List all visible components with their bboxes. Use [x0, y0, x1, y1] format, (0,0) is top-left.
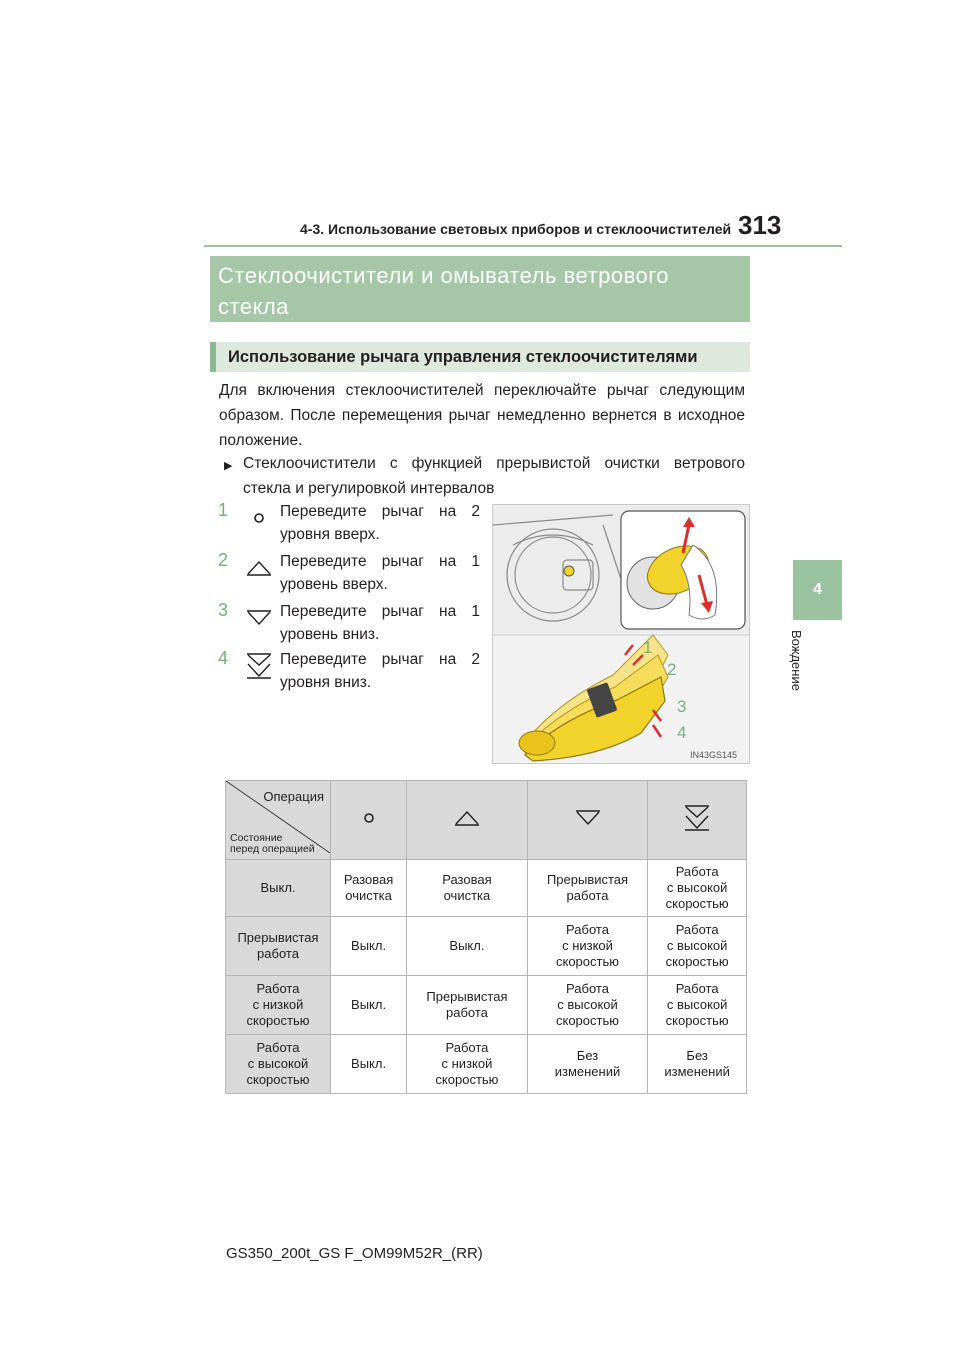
dot-symbol-icon [354, 803, 384, 833]
cell-line: Работа [675, 864, 719, 879]
cell-line: скоростью [246, 1013, 310, 1028]
table-cell [527, 917, 648, 976]
table-cell [648, 917, 747, 976]
cell-line: Прерывистая [546, 872, 629, 887]
table-cell [407, 917, 528, 976]
step-number: 1 [218, 500, 229, 520]
cell-line: с высокой [666, 997, 728, 1012]
operation-table [225, 780, 747, 1094]
step-number: 2 [218, 550, 229, 570]
cell-line: с высокой [557, 997, 618, 1012]
row-state-cell [226, 976, 331, 1035]
callout-1: 1 [643, 638, 653, 657]
corner-state-label [230, 833, 315, 855]
step-number: 3 [218, 600, 229, 620]
cell-line: Выкл. [351, 1056, 387, 1071]
table-cell [331, 976, 407, 1035]
running-title: 4-3. Использование световых приборов и стеклоочистителей [300, 221, 732, 237]
cell-line: с высокой [247, 1056, 309, 1071]
col-header-down-triangle [527, 781, 648, 860]
cell-line: скоростью [665, 1013, 729, 1028]
dot-symbol-icon [244, 503, 274, 533]
subsection-title: Использование рычага управления стеклоочистителями [210, 342, 750, 372]
bullet-text: Стеклоочистители с функцией прерывистой очистки ветрового стекла и регулировкой интервалов [243, 455, 745, 497]
cell-line: Выкл. [351, 938, 387, 953]
cell-line: с низкой [441, 1056, 493, 1071]
cell-line: Без [576, 1048, 599, 1063]
figure-code: IN43GS145 [690, 750, 738, 760]
cell-line: с низкой [562, 938, 613, 953]
corner-operation-label: Операция [263, 789, 324, 804]
cell-line: скоростью [435, 1072, 499, 1087]
table-row [226, 860, 747, 917]
cell-line: работа [257, 946, 299, 961]
cell-line: Прерывистая [237, 930, 319, 945]
table-cell [648, 1035, 747, 1094]
cell-line: с низкой [252, 997, 304, 1012]
cell-line: скоростью [665, 954, 729, 969]
step-number: 4 [218, 648, 229, 668]
step-4 [218, 648, 480, 694]
cell-line: скоростью [246, 1072, 310, 1087]
cell-line: скоростью [665, 896, 729, 911]
table-cell [527, 860, 648, 917]
table-row [226, 976, 747, 1035]
up-triangle-symbol-icon [452, 803, 482, 833]
cell-line: Без [686, 1048, 708, 1063]
table-cell [648, 976, 747, 1035]
cell-line: работа [445, 1005, 488, 1020]
corner-state-line-1: Состояние [230, 832, 283, 844]
cell-line: скоростью [555, 954, 619, 969]
cell-line: скоростью [555, 1013, 619, 1028]
corner-state-line-2: перед операцией [230, 843, 315, 855]
cell-line: Работа [675, 922, 719, 937]
header-rule [204, 245, 842, 247]
cell-line: Работа [566, 922, 609, 937]
callout-2: 2 [667, 660, 677, 679]
table-cell [527, 1035, 648, 1094]
bullet-item [226, 451, 745, 501]
cell-line: работа [566, 888, 609, 903]
down-triangle-symbol-icon [244, 603, 274, 633]
callout-4: 4 [677, 723, 687, 742]
step-2 [218, 550, 480, 596]
corner-cell [226, 781, 331, 860]
cell-line: с высокой [666, 880, 728, 895]
cell-line: Работа [445, 1040, 489, 1055]
cell-line: Разовая [442, 872, 492, 887]
row-state-cell [226, 1035, 331, 1094]
step-text: Переведите рычаг на 2 уровня вверх. [280, 503, 480, 543]
double-down-triangle-symbol-icon [682, 803, 712, 833]
callout-3: 3 [677, 697, 687, 716]
chapter-name: Вождение [789, 630, 804, 691]
table-cell [331, 917, 407, 976]
intro-text: Для включения стеклоочистителей переключайте рычаг следующим образом. После перемещения рычаг немедленно вернется в исходное положение. [219, 382, 745, 449]
cell-line: очистка [443, 888, 491, 903]
cell-line: Выкл. [260, 880, 296, 895]
cell-line: Работа [256, 981, 300, 996]
cell-line: Выкл. [449, 938, 485, 953]
table-row [226, 1035, 747, 1094]
table-cell [331, 860, 407, 917]
row-state-cell [226, 917, 331, 976]
lever-drawing [493, 505, 749, 763]
page-number: 313 [738, 210, 782, 240]
cell-line: изменений [554, 1064, 621, 1079]
table-cell [527, 976, 648, 1035]
cell-line: Разовая [343, 872, 394, 887]
cell-line: с высокой [666, 938, 728, 953]
cell-line: Работа [566, 981, 609, 996]
step-text: Переведите рычаг на 1 уровень вверх. [280, 553, 480, 593]
table-header-row [226, 781, 747, 860]
cell-line: Работа [256, 1040, 300, 1055]
col-header-double-down-triangle [648, 781, 747, 860]
table-cell [407, 1035, 528, 1094]
cell-line: Работа [675, 981, 719, 996]
cell-line: изменений [664, 1064, 730, 1079]
step-3 [218, 600, 480, 646]
table-row [226, 917, 747, 976]
step-text: Переведите рычаг на 1 уровень вниз. [280, 603, 480, 643]
cell-line: Прерывистая [426, 989, 508, 1004]
cell-line: Выкл. [351, 997, 387, 1012]
wiper-lever-illustration [492, 504, 750, 764]
table-cell [407, 860, 528, 917]
section-title: Стеклоочистители и омыватель ветрового стекла [210, 256, 750, 322]
step-1 [218, 500, 480, 546]
up-triangle-symbol-icon [244, 553, 274, 583]
col-header-dot [331, 781, 407, 860]
step-text: Переведите рычаг на 2 уровня вниз. [280, 651, 480, 691]
cell-line: очистка [345, 888, 392, 903]
table-cell [648, 860, 747, 917]
table-cell [407, 976, 528, 1035]
row-state-cell [226, 860, 331, 917]
document-footer: GS350_200t_GS F_OM99M52R_(RR) [226, 1245, 483, 1262]
chapter-tab: 4 [793, 560, 842, 620]
down-triangle-symbol-icon [573, 803, 603, 833]
table-cell [331, 1035, 407, 1094]
col-header-up-triangle [407, 781, 528, 860]
bullet-triangle-icon: ▶ [224, 460, 233, 472]
double-down-triangle-symbol-icon [244, 651, 274, 681]
